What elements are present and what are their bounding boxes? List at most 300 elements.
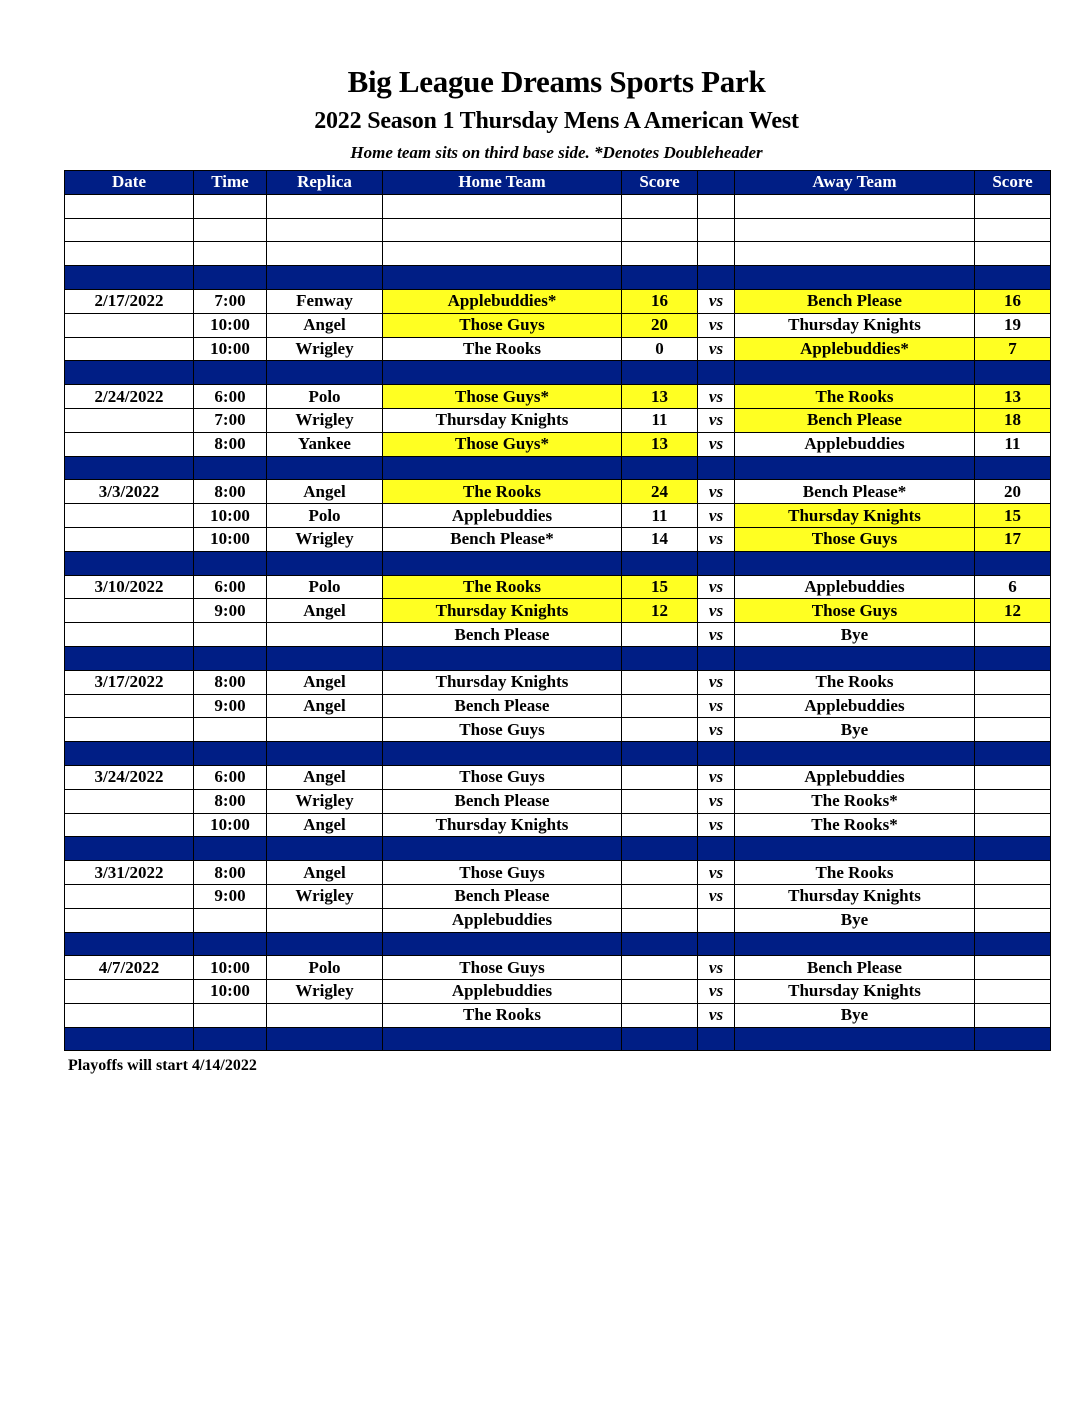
away-score-cell (975, 813, 1051, 837)
replica-cell: Polo (267, 385, 383, 409)
game-row (65, 765, 1051, 789)
game-row (65, 861, 1051, 885)
away-score-cell (975, 1003, 1051, 1027)
date-cell (65, 932, 194, 956)
vs-cell: vs (698, 337, 735, 361)
away-team-cell (735, 1027, 975, 1051)
home-score-cell (622, 765, 698, 789)
time-cell: 8:00 (194, 670, 267, 694)
home-team-cell: The Rooks (383, 1003, 622, 1027)
vs-cell (698, 742, 735, 766)
home-team-cell: Applebuddies (383, 504, 622, 528)
vs-cell (698, 194, 735, 218)
schedule-note: Home team sits on third base side. *Denotes Doubleheader (350, 143, 763, 162)
away-team-cell: Those Guys (735, 527, 975, 551)
replica-cell: Angel (267, 694, 383, 718)
home-score-cell: 16 (622, 289, 698, 313)
home-team-cell: Thursday Knights (383, 813, 622, 837)
replica-cell (267, 1003, 383, 1027)
date-cell (65, 551, 194, 575)
vs-cell (698, 361, 735, 385)
date-cell (65, 718, 194, 742)
date-cell (65, 432, 194, 456)
replica-cell: Wrigley (267, 884, 383, 908)
time-cell (194, 361, 267, 385)
game-row (65, 813, 1051, 837)
away-score-cell (975, 1027, 1051, 1051)
home-score-cell: 11 (622, 504, 698, 528)
date-cell (65, 527, 194, 551)
replica-cell: Angel (267, 480, 383, 504)
away-score-cell (975, 242, 1051, 266)
away-score-cell: 15 (975, 504, 1051, 528)
away-score-cell (975, 980, 1051, 1004)
away-team-cell (735, 361, 975, 385)
date-cell (65, 646, 194, 670)
schedule-body (65, 194, 1051, 1051)
col-header-away-score: Score (975, 171, 1051, 195)
replica-cell: Wrigley (267, 527, 383, 551)
vs-cell: vs (698, 527, 735, 551)
away-score-cell: 16 (975, 289, 1051, 313)
replica-cell: Polo (267, 575, 383, 599)
time-cell: 8:00 (194, 789, 267, 813)
week-separator-row (65, 837, 1051, 861)
game-row (65, 527, 1051, 551)
date-cell (65, 694, 194, 718)
vs-cell: vs (698, 1003, 735, 1027)
away-team-cell (735, 456, 975, 480)
date-cell: 2/24/2022 (65, 385, 194, 409)
vs-cell: vs (698, 956, 735, 980)
away-score-cell (975, 551, 1051, 575)
game-row (65, 575, 1051, 599)
time-cell: 9:00 (194, 599, 267, 623)
replica-cell: Angel (267, 313, 383, 337)
replica-cell: Wrigley (267, 408, 383, 432)
vs-cell: vs (698, 884, 735, 908)
home-team-cell: Those Guys (383, 718, 622, 742)
date-cell (65, 313, 194, 337)
away-score-cell: 7 (975, 337, 1051, 361)
vs-cell (698, 1027, 735, 1051)
time-cell: 7:00 (194, 289, 267, 313)
time-cell (194, 646, 267, 670)
home-team-cell (383, 551, 622, 575)
time-cell: 6:00 (194, 385, 267, 409)
away-team-cell: Thursday Knights (735, 504, 975, 528)
replica-cell: Fenway (267, 289, 383, 313)
date-cell: 3/17/2022 (65, 670, 194, 694)
away-team-cell: Bye (735, 623, 975, 647)
away-score-cell (975, 789, 1051, 813)
time-cell: 10:00 (194, 504, 267, 528)
away-score-cell (975, 908, 1051, 932)
date-cell (65, 742, 194, 766)
away-team-cell: Bench Please (735, 289, 975, 313)
time-cell (194, 718, 267, 742)
home-team-cell (383, 361, 622, 385)
home-team-cell: Those Guys (383, 861, 622, 885)
vs-cell (698, 218, 735, 242)
vs-cell: vs (698, 694, 735, 718)
vs-cell (698, 837, 735, 861)
home-score-cell (622, 837, 698, 861)
vs-cell (698, 456, 735, 480)
col-header-home-score: Score (622, 171, 698, 195)
time-cell: 8:00 (194, 480, 267, 504)
date-cell (65, 837, 194, 861)
replica-cell: Wrigley (267, 789, 383, 813)
time-cell (194, 551, 267, 575)
week-separator-row (65, 266, 1051, 290)
away-score-cell (975, 623, 1051, 647)
home-score-cell (622, 266, 698, 290)
away-score-cell: 17 (975, 527, 1051, 551)
date-cell (65, 361, 194, 385)
home-score-cell: 0 (622, 337, 698, 361)
home-team-cell: Bench Please (383, 694, 622, 718)
home-score-cell (622, 742, 698, 766)
time-cell (194, 1003, 267, 1027)
col-header-vs (698, 171, 735, 195)
blank-row (65, 194, 1051, 218)
time-cell: 10:00 (194, 980, 267, 1004)
week-separator-row (65, 456, 1051, 480)
game-row (65, 623, 1051, 647)
away-team-cell: Applebuddies (735, 432, 975, 456)
home-score-cell (622, 789, 698, 813)
time-cell: 10:00 (194, 313, 267, 337)
col-header-date: Date (65, 171, 194, 195)
time-cell (194, 456, 267, 480)
time-cell (194, 932, 267, 956)
game-row (65, 408, 1051, 432)
away-team-cell: Applebuddies* (735, 337, 975, 361)
away-team-cell: The Rooks (735, 385, 975, 409)
time-cell: 6:00 (194, 575, 267, 599)
week-separator-row (65, 742, 1051, 766)
away-team-cell: Thursday Knights (735, 313, 975, 337)
replica-cell: Angel (267, 599, 383, 623)
replica-cell (267, 194, 383, 218)
home-score-cell (622, 813, 698, 837)
date-cell (65, 1003, 194, 1027)
time-cell: 9:00 (194, 694, 267, 718)
date-cell: 3/24/2022 (65, 765, 194, 789)
date-cell (65, 408, 194, 432)
header-row (65, 171, 1051, 195)
game-row (65, 789, 1051, 813)
home-team-cell (383, 742, 622, 766)
replica-cell: Wrigley (267, 980, 383, 1004)
away-score-cell (975, 718, 1051, 742)
page-subtitle: 2022 Season 1 Thursday Mens A American West (314, 108, 799, 134)
game-row (65, 884, 1051, 908)
blank-row (65, 242, 1051, 266)
vs-cell (698, 646, 735, 670)
game-row (65, 956, 1051, 980)
replica-cell (267, 623, 383, 647)
home-team-cell (383, 1027, 622, 1051)
replica-cell (267, 361, 383, 385)
time-cell (194, 266, 267, 290)
time-cell (194, 194, 267, 218)
page-title: Big League Dreams Sports Park (347, 64, 766, 99)
home-team-cell: Bench Please (383, 623, 622, 647)
away-score-cell (975, 194, 1051, 218)
away-score-cell (975, 646, 1051, 670)
replica-cell: Angel (267, 861, 383, 885)
away-team-cell (735, 551, 975, 575)
home-team-cell: Thursday Knights (383, 599, 622, 623)
home-score-cell (622, 1027, 698, 1051)
away-team-cell: Applebuddies (735, 694, 975, 718)
date-cell: 4/7/2022 (65, 956, 194, 980)
home-score-cell: 13 (622, 385, 698, 409)
col-header-away-team: Away Team (735, 171, 975, 195)
away-team-cell: The Rooks* (735, 813, 975, 837)
away-team-cell: Bench Please* (735, 480, 975, 504)
replica-cell: Polo (267, 504, 383, 528)
home-score-cell (622, 884, 698, 908)
replica-cell (267, 908, 383, 932)
replica-cell (267, 218, 383, 242)
home-score-cell: 13 (622, 432, 698, 456)
away-score-cell (975, 956, 1051, 980)
game-row (65, 313, 1051, 337)
home-team-cell (383, 218, 622, 242)
date-cell: 2/17/2022 (65, 289, 194, 313)
home-score-cell (622, 861, 698, 885)
away-score-cell (975, 361, 1051, 385)
replica-cell (267, 266, 383, 290)
home-team-cell: Bench Please (383, 884, 622, 908)
replica-cell: Angel (267, 813, 383, 837)
replica-cell (267, 742, 383, 766)
away-score-cell (975, 266, 1051, 290)
home-score-cell (622, 194, 698, 218)
vs-cell: vs (698, 670, 735, 694)
schedule-table (64, 170, 1051, 1051)
home-score-cell: 24 (622, 480, 698, 504)
away-team-cell: The Rooks (735, 861, 975, 885)
home-team-cell (383, 837, 622, 861)
away-team-cell (735, 194, 975, 218)
away-score-cell (975, 456, 1051, 480)
replica-cell (267, 932, 383, 956)
vs-cell: vs (698, 432, 735, 456)
vs-cell: vs (698, 718, 735, 742)
game-row (65, 1003, 1051, 1027)
away-team-cell: Bye (735, 1003, 975, 1027)
week-separator-row (65, 646, 1051, 670)
away-score-cell (975, 742, 1051, 766)
home-team-cell (383, 932, 622, 956)
replica-cell: Wrigley (267, 337, 383, 361)
home-team-cell: The Rooks (383, 575, 622, 599)
home-score-cell (622, 932, 698, 956)
date-cell (65, 504, 194, 528)
home-score-cell (622, 908, 698, 932)
game-row (65, 694, 1051, 718)
home-score-cell (622, 718, 698, 742)
home-team-cell: Bench Please* (383, 527, 622, 551)
home-team-cell (383, 266, 622, 290)
home-team-cell: Those Guys* (383, 432, 622, 456)
vs-cell: vs (698, 861, 735, 885)
away-team-cell (735, 242, 975, 266)
home-score-cell (622, 646, 698, 670)
time-cell: 6:00 (194, 765, 267, 789)
away-team-cell (735, 932, 975, 956)
away-score-cell: 13 (975, 385, 1051, 409)
away-team-cell: Applebuddies (735, 765, 975, 789)
home-team-cell: The Rooks (383, 480, 622, 504)
date-cell: 3/3/2022 (65, 480, 194, 504)
replica-cell (267, 646, 383, 670)
away-team-cell (735, 218, 975, 242)
away-team-cell: Bye (735, 908, 975, 932)
away-team-cell: Bench Please (735, 408, 975, 432)
time-cell: 7:00 (194, 408, 267, 432)
date-cell (65, 884, 194, 908)
home-score-cell: 14 (622, 527, 698, 551)
time-cell: 9:00 (194, 884, 267, 908)
col-header-time: Time (194, 171, 267, 195)
time-cell (194, 742, 267, 766)
home-score-cell (622, 694, 698, 718)
away-team-cell: The Rooks (735, 670, 975, 694)
home-team-cell: Applebuddies* (383, 289, 622, 313)
away-team-cell (735, 646, 975, 670)
col-header-replica: Replica (267, 171, 383, 195)
time-cell: 8:00 (194, 861, 267, 885)
date-cell (65, 980, 194, 1004)
home-score-cell (622, 670, 698, 694)
away-score-cell (975, 837, 1051, 861)
replica-cell (267, 837, 383, 861)
replica-cell (267, 551, 383, 575)
home-team-cell: The Rooks (383, 337, 622, 361)
game-row (65, 504, 1051, 528)
home-score-cell (622, 956, 698, 980)
vs-cell (698, 242, 735, 266)
home-team-cell: Those Guys (383, 313, 622, 337)
date-cell (65, 908, 194, 932)
time-cell (194, 1027, 267, 1051)
away-score-cell: 19 (975, 313, 1051, 337)
home-team-cell: Those Guys (383, 956, 622, 980)
week-separator-row (65, 932, 1051, 956)
game-row (65, 670, 1051, 694)
game-row (65, 385, 1051, 409)
away-score-cell: 18 (975, 408, 1051, 432)
replica-cell: Polo (267, 956, 383, 980)
replica-cell (267, 1027, 383, 1051)
replica-cell: Angel (267, 670, 383, 694)
away-score-cell (975, 765, 1051, 789)
home-team-cell (383, 646, 622, 670)
game-row (65, 980, 1051, 1004)
home-team-cell: Thursday Knights (383, 670, 622, 694)
time-cell (194, 623, 267, 647)
vs-cell: vs (698, 313, 735, 337)
vs-cell: vs (698, 385, 735, 409)
away-score-cell (975, 218, 1051, 242)
home-score-cell (622, 456, 698, 480)
week-separator-row (65, 551, 1051, 575)
date-cell (65, 623, 194, 647)
away-score-cell: 12 (975, 599, 1051, 623)
week-separator-row (65, 361, 1051, 385)
vs-cell: vs (698, 408, 735, 432)
time-cell: 8:00 (194, 432, 267, 456)
date-cell (65, 1027, 194, 1051)
week-separator-row (65, 1027, 1051, 1051)
date-cell (65, 337, 194, 361)
away-score-cell (975, 884, 1051, 908)
home-score-cell: 11 (622, 408, 698, 432)
vs-cell: vs (698, 504, 735, 528)
away-score-cell (975, 861, 1051, 885)
time-cell: 10:00 (194, 527, 267, 551)
home-score-cell (622, 623, 698, 647)
vs-cell: vs (698, 289, 735, 313)
away-team-cell: The Rooks* (735, 789, 975, 813)
away-score-cell (975, 932, 1051, 956)
date-cell (65, 599, 194, 623)
home-team-cell: Applebuddies (383, 908, 622, 932)
time-cell (194, 242, 267, 266)
home-team-cell: Bench Please (383, 789, 622, 813)
vs-cell (698, 908, 735, 932)
home-score-cell (622, 242, 698, 266)
vs-cell: vs (698, 480, 735, 504)
vs-cell (698, 551, 735, 575)
home-score-cell: 15 (622, 575, 698, 599)
game-row (65, 480, 1051, 504)
game-row (65, 337, 1051, 361)
replica-cell (267, 456, 383, 480)
schedule-header (65, 171, 1051, 195)
replica-cell: Angel (267, 765, 383, 789)
away-team-cell (735, 837, 975, 861)
time-cell (194, 908, 267, 932)
vs-cell: vs (698, 980, 735, 1004)
home-team-cell: Thursday Knights (383, 408, 622, 432)
time-cell (194, 218, 267, 242)
home-score-cell (622, 1003, 698, 1027)
date-cell (65, 242, 194, 266)
away-team-cell (735, 742, 975, 766)
date-cell (65, 789, 194, 813)
date-cell: 3/31/2022 (65, 861, 194, 885)
home-team-cell: Those Guys (383, 765, 622, 789)
vs-cell: vs (698, 765, 735, 789)
time-cell: 10:00 (194, 337, 267, 361)
vs-cell: vs (698, 789, 735, 813)
playoffs-note: Playoffs will start 4/14/2022 (68, 1057, 257, 1074)
game-row (65, 432, 1051, 456)
time-cell: 10:00 (194, 956, 267, 980)
replica-cell (267, 718, 383, 742)
vs-cell: vs (698, 599, 735, 623)
away-team-cell: Those Guys (735, 599, 975, 623)
home-team-cell: Those Guys* (383, 385, 622, 409)
date-cell (65, 813, 194, 837)
away-team-cell: Thursday Knights (735, 884, 975, 908)
